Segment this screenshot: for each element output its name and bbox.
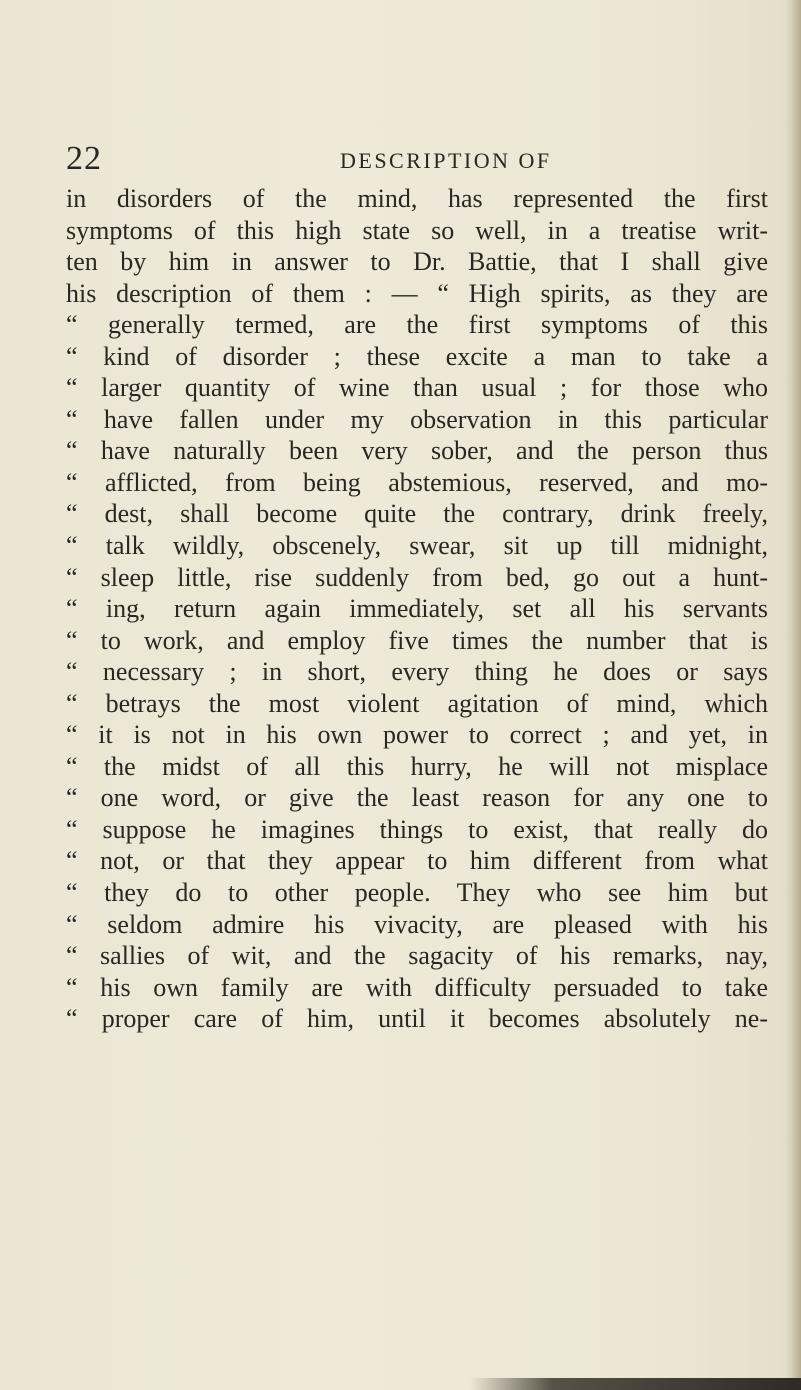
- page-bottom-shadow: [470, 1378, 801, 1390]
- text-line: “ one word, or give the least reason for any one to: [66, 783, 768, 813]
- text-line: “ talk wildly, obscenely, swear, sit up till midnight,: [66, 531, 768, 561]
- body-text: [66, 183, 768, 1035]
- text-line: “ to work, and employ five times the number that is: [66, 625, 768, 655]
- text-line: “ seldom admire his vivacity, are pleased with his: [66, 909, 768, 939]
- text-line: ten by him in answer to Dr. Battie, that I shall give: [66, 247, 768, 277]
- text-line: “ generally termed, are the first symptoms of this: [66, 310, 768, 340]
- text-line: “ afflicted, from being abstemious, reserved, and mo-: [66, 467, 768, 497]
- text-line: “ betrays the most violent agitation of mind, which: [66, 688, 768, 718]
- text-line: “ necessary ; in short, every thing he does or says: [66, 657, 768, 687]
- running-title: DESCRIPTION OF: [340, 148, 552, 173]
- text-line: his description of them : — “ High spirits, as they are: [66, 278, 768, 308]
- text-line: “ the midst of all this hurry, he will not misplace: [66, 751, 768, 781]
- text-line: “ kind of disorder ; these excite a man to take a: [66, 341, 768, 371]
- text-line: “ sleep little, rise suddenly from bed, go out a hunt-: [66, 562, 768, 592]
- text-line: “ it is not in his own power to correct ; and yet, in: [66, 720, 768, 750]
- page-number: 22: [66, 140, 102, 177]
- text-line: “ have fallen under my observation in this particular: [66, 404, 768, 434]
- text-line: “ have naturally been very sober, and the person thus: [66, 436, 768, 466]
- text-line: symptoms of this high state so well, in a treatise writ-: [66, 215, 768, 245]
- text-line: “ dest, shall become quite the contrary, drink freely,: [66, 499, 768, 529]
- text-line: “ ing, return again immediately, set all his servants: [66, 594, 768, 624]
- text-line: “ sallies of wit, and the sagacity of his remarks, nay,: [66, 941, 768, 971]
- running-head: [0, 140, 801, 180]
- text-line: in disorders of the mind, has represented the first: [66, 184, 768, 213]
- page-edge-shadow: [785, 0, 801, 1390]
- text-line: “ proper care of him, until it becomes absolutely ne-: [66, 1004, 768, 1034]
- text-line: “ larger quantity of wine than usual ; for those who: [66, 373, 768, 403]
- text-line: “ his own family are with difficulty persuaded to take: [66, 972, 768, 1002]
- text-line: “ they do to other people. They who see him but: [66, 878, 768, 908]
- text-line: “ suppose he imagines things to exist, that really do: [66, 814, 768, 844]
- text-line: “ not, or that they appear to him different from what: [66, 846, 768, 876]
